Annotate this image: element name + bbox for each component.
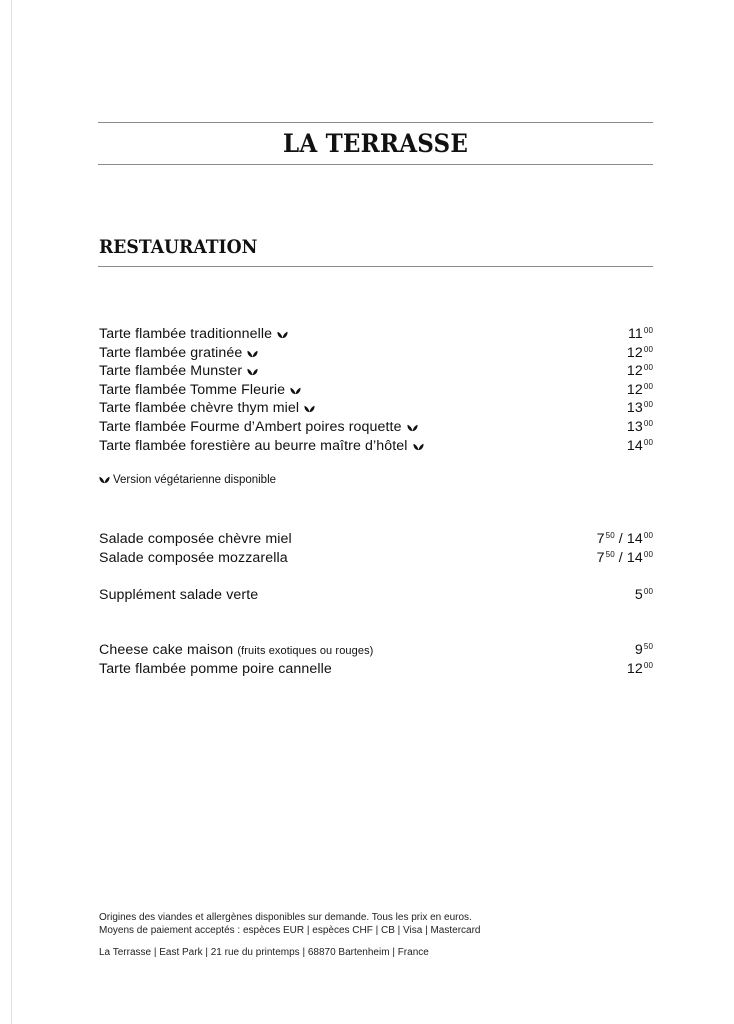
item-price: $13^{00}$ [626,400,653,417]
dessert-list [99,638,653,675]
leaf-icon [290,386,301,395]
menu-item [99,527,653,546]
footer-origins: Origines des viandes et allergènes disponibles sur demande. Tous les prix en euros. [99,912,472,923]
title-block [98,122,653,165]
footer-address: La Terrasse | East Park | 21 rue du printemps | 68870 Bartenheim | France [99,947,429,958]
menu-item [99,657,653,676]
item-name: Tarte flambée Munster [99,363,243,380]
item-price: $11^{00}$ [627,326,653,342]
item-name: Tarte flambée pomme poire cannelle [99,660,332,677]
item-price: $12^{00}$ [626,660,653,677]
item-price: $5^{00}$ [634,587,653,603]
item-name: Tarte flambée chèvre thym miel [99,400,300,417]
vegetarian-note-text: Version végétarienne disponible [113,474,277,486]
page-edge [11,0,12,1024]
leaf-icon [277,330,288,339]
page-title: LA TERRASSE [282,129,469,158]
flambee-list [99,322,653,452]
section-title: RESTAURATION [99,237,258,258]
item-note: (fruits exotiques ou rouges) [237,645,374,657]
item-price: $12^{00}$ [626,344,653,361]
item-price: $14^{00}$ [626,437,653,454]
item-price: $9^{50}$ [634,642,653,658]
item-name: Tarte flambée Fourme d’Ambert poires roquette [99,418,402,435]
item-name: Tarte flambée forestière au beurre maître d’hôtel [99,437,408,454]
vegetarian-note [99,474,276,486]
footer-address-block [99,946,659,959]
item-name: Supplément salade verte [99,587,259,603]
item-name: Tarte flambée traditionnelle [99,326,273,342]
item-name: Salade composée mozzarella [99,549,288,566]
leaf-icon [304,404,315,413]
item-price: $7^{50} / 14^{00}$ [596,549,653,566]
section-divider [98,266,653,267]
item-price: $13^{00}$ [626,418,653,435]
item-name: Salade composée chèvre miel [99,531,292,547]
menu-item [99,434,653,453]
menu-item [99,396,653,415]
menu-item [99,322,653,341]
item-price: $12^{00}$ [626,381,653,398]
menu-item [99,378,653,397]
item-price: $12^{00}$ [626,363,653,380]
supplement-list [99,583,653,602]
leaf-icon [99,475,110,484]
item-name: Tarte flambée Tomme Fleurie [99,381,286,398]
item-name: Tarte flambée gratinée [99,344,243,361]
leaf-icon [247,349,258,358]
salad-list [99,527,653,564]
leaf-icon [407,423,418,432]
menu-item [99,583,653,602]
leaf-icon [413,442,424,451]
menu-item [99,415,653,434]
footer-info [99,911,659,937]
menu-item [99,546,653,565]
item-name: Cheese cake maison [99,642,234,658]
leaf-icon [247,367,258,376]
menu-item [99,359,653,378]
footer-payment: Moyens de paiement acceptés : espèces EUR | espèces CHF | CB | Visa | Mastercard [99,925,481,936]
item-price: $7^{50} / 14^{00}$ [596,531,653,547]
menu-item [99,638,653,657]
menu-item [99,341,653,360]
